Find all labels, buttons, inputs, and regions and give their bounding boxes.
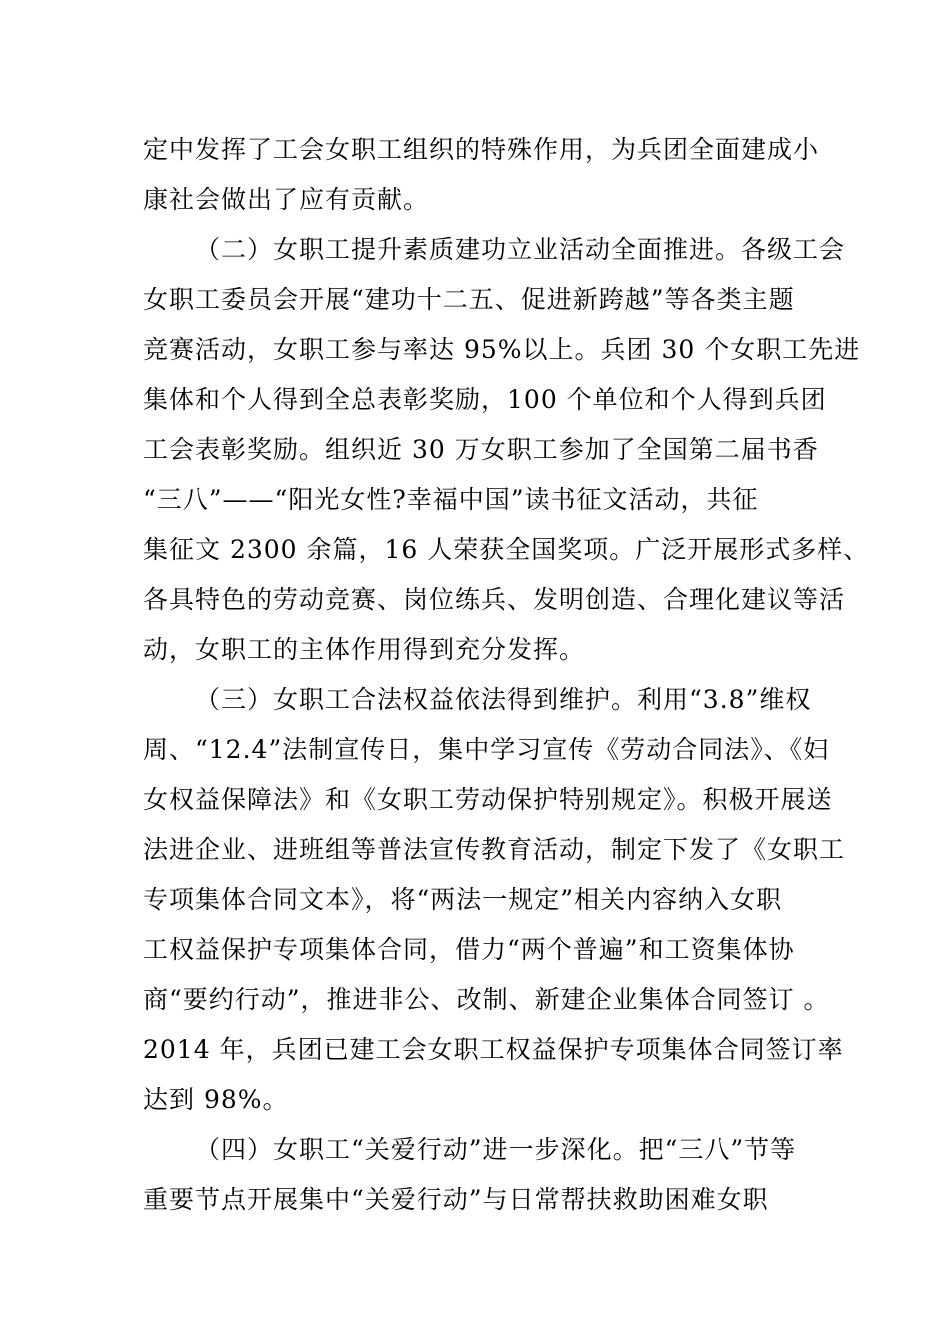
text-line: 商“要约行动”，推进非公、改制、新建企业集体合同签订 。 (143, 985, 830, 1014)
text-line: （四）女职工“关爱行动”进一步深化。把“三八”节等 (195, 1135, 797, 1164)
text-line: 工会表彰奖励。组织近 30 万女职工参加了全国第二届书香 (143, 435, 819, 464)
text-line: 女权益保障法》和《女职工劳动保护特别规定》。积极开展送 (143, 785, 833, 814)
text-line: 集体和个人得到全总表彰奖励，100 个单位和个人得到兵团 (143, 385, 827, 414)
text-line: 康社会做出了应有贡献。 (143, 185, 430, 214)
text-line: 女职工委员会开展“建功十二五、促进新跨越”等各类主题 (143, 285, 795, 314)
text-line: 法进企业、进班组等普法宣传教育活动，制定下发了《女职工 (143, 835, 846, 864)
text-line: 周、“12.4”法制宣传日，集中学习宣传《劳动合同法》、《妇 (143, 735, 830, 764)
text-line: 动，女职工的主体作用得到充分发挥。 (143, 635, 586, 664)
text-line: （二）女职工提升素质建功立业活动全面推进。各级工会 (195, 235, 846, 264)
text-line: 集征文 2300 余篇，16 人荣获全国奖项。广泛开展形式多样、 (143, 535, 870, 564)
text-line: 达到 98%。 (143, 1085, 289, 1114)
text-line: 竞赛活动，女职工参与率达 95%以上。兵团 30 个女职工先进 (143, 335, 861, 364)
text-line: 专项集体合同文本》，将“两法一规定”相关内容纳入女职 (143, 885, 783, 914)
text-line: “三八”——“阳光女性?幸福中国”读书征文活动，共征 (143, 485, 759, 514)
text-line: （三）女职工合法权益依法得到维护。利用“3.8”维权 (195, 685, 812, 714)
text-line: 重要节点开展集中“关爱行动”与日常帮扶救助困难女职 (143, 1185, 769, 1214)
text-line: 定中发挥了工会女职工组织的特殊作用，为兵团全面建成小 (143, 135, 820, 164)
text-line: 各具特色的劳动竞赛、岗位练兵、发明创造、合理化建议等活 (143, 585, 846, 614)
text-line: 工权益保护专项集体合同，借力“两个普遍”和工资集体协 (143, 935, 795, 964)
text-line: 2014 年，兵团已建工会女职工权益保护专项集体合同签订率 (143, 1035, 844, 1064)
